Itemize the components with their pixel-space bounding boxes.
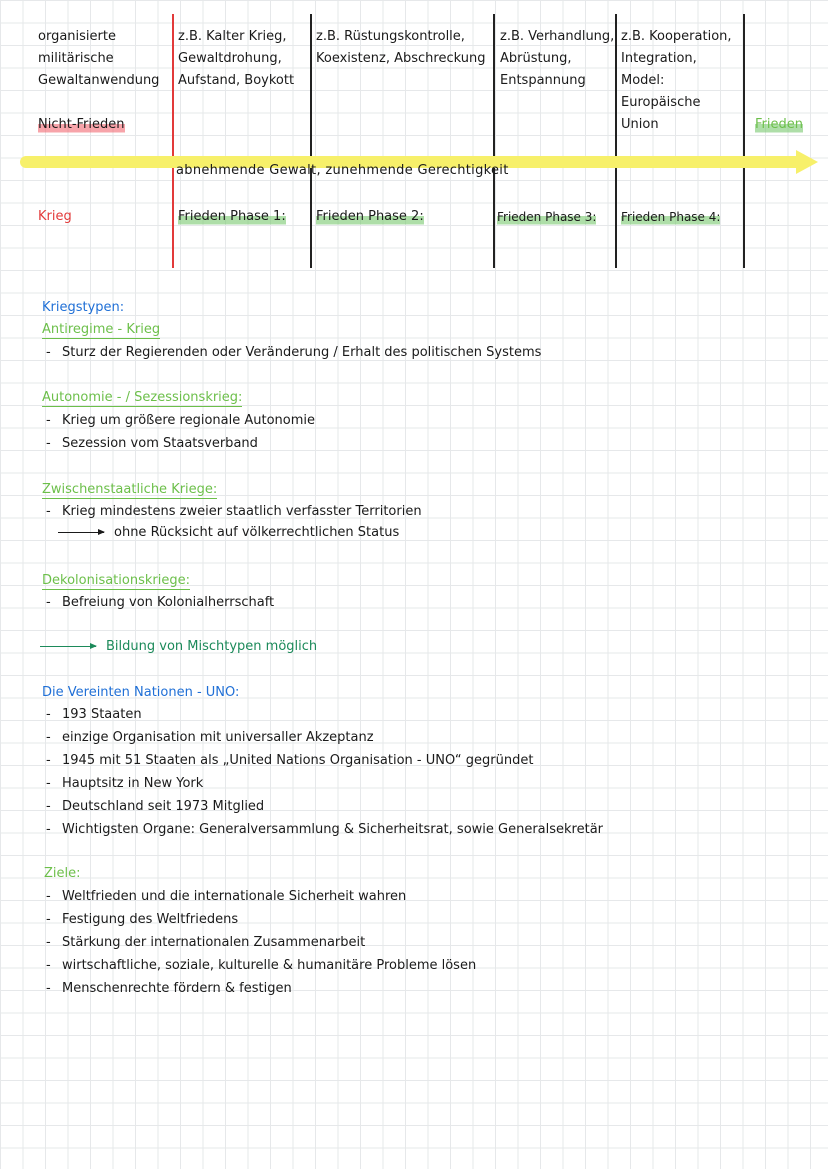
list-item: - Krieg um größere regionale Autonomie <box>46 413 316 428</box>
list-item: - einzige Organisation mit universaller Akzeptanz <box>46 730 374 745</box>
ziele-title: Ziele: <box>44 866 81 881</box>
antiregime-title: Antiregime - Krieg <box>42 322 161 337</box>
kriegstypen-title: Kriegstypen: <box>42 300 125 315</box>
dekolonisation-list <box>42 591 274 614</box>
nicht-frieden-label: Nicht-Frieden <box>38 114 125 136</box>
uno-title: Die Vereinten Nationen - UNO: <box>42 685 240 700</box>
list-item: - Wichtigsten Organe: Generalversammlung & Sicherheitsrat, sowie Generalsekretär <box>46 822 604 837</box>
phase-4-label: Frieden Phase 4: <box>621 206 720 228</box>
divider-line-2 <box>310 14 312 268</box>
column-4-text: z.B. Kooperation, Integration, Model: Europäische Union <box>621 29 732 132</box>
list-item: - Menschenrechte fördern & festigen <box>46 981 292 996</box>
divider-line-4 <box>615 14 617 268</box>
red-divider-line <box>172 14 174 268</box>
list-item: - Festigung des Weltfriedens <box>46 912 239 927</box>
list-item: - Deutschland seit 1973 Mitglied <box>46 799 265 814</box>
krieg-label: Krieg <box>38 209 72 224</box>
list-item: - Krieg mindestens zweier staatlich verfasster Territorien <box>46 504 422 519</box>
mischtypen-note: Bildung von Mischtypen möglich <box>40 636 317 658</box>
antiregime-list <box>42 341 541 364</box>
ziele-list <box>42 885 476 1000</box>
zwischenstaatlich-sub: ohne Rücksicht auf völkerrechtlichen Status <box>58 522 399 544</box>
phase-2-label: Frieden Phase 2: <box>316 206 424 228</box>
column-2-text: z.B. Rüstungskontrolle, Koexistenz, Abschreckung <box>316 29 486 66</box>
zwischenstaatlich-list <box>42 500 422 523</box>
frieden-right-label: Frieden <box>755 114 803 136</box>
list-item: - Stärkung der internationalen Zusammenarbeit <box>46 935 366 950</box>
divider-line-3 <box>493 14 495 268</box>
list-item: - Weltfrieden und die internationale Sicherheit wahren <box>46 889 407 904</box>
list-item: - Sturz der Regierenden oder Veränderung / Erhalt des politischen Systems <box>46 345 542 360</box>
autonomie-title: Autonomie - / Sezessionskrieg: <box>42 390 243 405</box>
zwischenstaatlich-title: Zwischenstaatliche Kriege: <box>42 482 218 497</box>
autonomie-list <box>42 409 315 455</box>
uno-list <box>42 703 603 841</box>
right-arrow-icon <box>40 646 96 647</box>
yellow-arrow-head-icon <box>796 150 818 174</box>
column-3-text: z.B. Verhandlung, Abrüstung, Entspannung <box>500 29 615 88</box>
column-1-text: z.B. Kalter Krieg, Gewaltdrohung, Aufstand, Boykott <box>178 29 295 88</box>
left-label: organisierte militärische Gewaltanwendung <box>38 29 160 88</box>
list-item: - Sezession vom Staatsverband <box>46 436 258 451</box>
list-item: - Hauptsitz in New York <box>46 776 204 791</box>
list-item: - 193 Staaten <box>46 707 142 722</box>
right-arrow-icon <box>58 532 104 533</box>
list-item: - 1945 mit 51 Staaten als „United Nations Organisation - UNO“ gegründet <box>46 753 534 768</box>
arrow-caption: abnehmende Gewalt, zunehmende Gerechtigkeit <box>176 163 509 178</box>
phase-3-label: Frieden Phase 3: <box>497 206 596 228</box>
list-item: - Befreiung von Kolonialherrschaft <box>46 595 275 610</box>
divider-line-5 <box>743 14 745 268</box>
dekolonisation-title: Dekolonisationskriege: <box>42 573 190 588</box>
list-item: - wirtschaftliche, soziale, kulturelle & humanitäre Probleme lösen <box>46 958 477 973</box>
phase-1-label: Frieden Phase 1: <box>178 206 286 228</box>
